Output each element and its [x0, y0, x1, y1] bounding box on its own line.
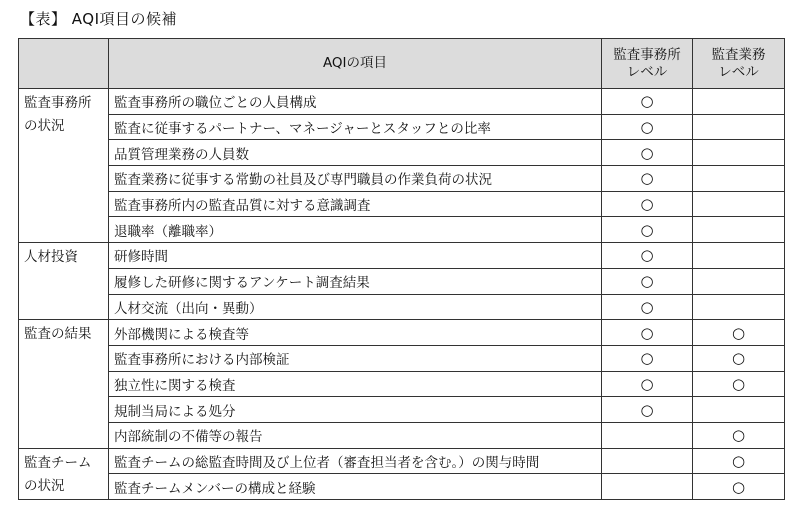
office-level-cell [602, 474, 693, 500]
header-office-level-line: レベル [626, 63, 668, 80]
header-item: AQIの項目 [109, 39, 602, 89]
circle-mark-icon: ○ [640, 220, 654, 239]
office-level-cell [602, 114, 693, 140]
circle-mark-icon: ○ [640, 297, 654, 316]
category-cell [19, 320, 109, 448]
item-cell: 外部機関による検査等 [109, 320, 602, 346]
engagement-level-cell [693, 345, 785, 371]
circle-mark-icon: ○ [640, 195, 654, 214]
circle-mark-icon: ○ [731, 477, 746, 496]
category-label: 監査の結果 [24, 326, 92, 343]
table-row [19, 243, 785, 269]
item-cell: 履修した研修に関するアンケート調査結果 [109, 268, 602, 294]
office-level-cell [602, 397, 693, 423]
item-cell: 監査業務に従事する常勤の社員及び専門職員の作業負荷の状況 [109, 166, 602, 192]
engagement-level-cell [693, 217, 785, 243]
item-cell: 独立性に関する検査 [109, 371, 602, 397]
circle-mark-icon: ○ [731, 451, 746, 470]
circle-mark-icon: ○ [640, 118, 654, 137]
item-cell: 監査事務所の職位ごとの人員構成 [109, 89, 602, 115]
item-cell: 監査チームメンバーの構成と経験 [109, 474, 602, 500]
circle-mark-icon: ○ [640, 143, 654, 162]
category-cell [19, 89, 109, 243]
office-level-cell [602, 191, 693, 217]
header-engagement-level-line: 監査業務 [711, 46, 766, 63]
table-row [19, 140, 785, 166]
table-body [19, 89, 785, 500]
engagement-level-cell [693, 268, 785, 294]
table-row [19, 217, 785, 243]
office-level-cell [602, 422, 693, 448]
item-cell: 研修時間 [109, 243, 602, 269]
category-label: 監査事務所の状況 [24, 95, 92, 134]
table-row [19, 114, 785, 140]
table-row [19, 422, 785, 448]
engagement-level-cell [693, 191, 785, 217]
table-caption: 【表】 AQI項目の候補 [20, 10, 177, 28]
office-level-cell [602, 140, 693, 166]
engagement-level-cell [693, 474, 785, 500]
engagement-level-cell [693, 114, 785, 140]
item-cell: 監査事務所内の監査品質に対する意識調査 [109, 191, 602, 217]
header-row [19, 39, 785, 89]
engagement-level-cell [693, 140, 785, 166]
header-office-level-line: 監査事務所 [613, 46, 681, 63]
circle-mark-icon: ○ [640, 169, 654, 188]
circle-mark-icon: ○ [640, 246, 654, 265]
category-label: 人材投資 [24, 249, 78, 266]
table-row [19, 294, 785, 320]
office-level-cell [602, 345, 693, 371]
table-row [19, 448, 785, 474]
item-cell: 退職率（離職率） [109, 217, 602, 243]
engagement-level-cell [693, 89, 785, 115]
office-level-cell [602, 294, 693, 320]
table-row [19, 371, 785, 397]
table-row [19, 268, 785, 294]
office-level-cell [602, 371, 693, 397]
header-office-level [602, 39, 693, 89]
circle-mark-icon: ○ [640, 374, 654, 393]
circle-mark-icon: ○ [731, 374, 746, 393]
item-cell: 規制当局による処分 [109, 397, 602, 423]
table-row [19, 397, 785, 423]
item-cell: 品質管理業務の人員数 [109, 140, 602, 166]
header-engagement-level-line: レベル [718, 63, 759, 80]
category-cell [19, 243, 109, 320]
category-cell [19, 448, 109, 499]
circle-mark-icon: ○ [640, 92, 654, 111]
table-row [19, 89, 785, 115]
engagement-level-cell [693, 294, 785, 320]
office-level-cell [602, 268, 693, 294]
office-level-cell [602, 448, 693, 474]
circle-mark-icon: ○ [731, 349, 746, 368]
item-cell: 人材交流（出向・異動） [109, 294, 602, 320]
header-engagement-level [693, 39, 785, 89]
aqi-table [18, 38, 785, 500]
engagement-level-cell [693, 397, 785, 423]
engagement-level-cell [693, 166, 785, 192]
circle-mark-icon: ○ [731, 426, 746, 445]
office-level-cell [602, 166, 693, 192]
table-row [19, 345, 785, 371]
circle-mark-icon: ○ [640, 349, 654, 368]
office-level-cell [602, 243, 693, 269]
engagement-level-cell [693, 422, 785, 448]
table-row [19, 191, 785, 217]
office-level-cell [602, 89, 693, 115]
circle-mark-icon: ○ [640, 400, 654, 419]
circle-mark-icon: ○ [640, 323, 654, 342]
table-row [19, 166, 785, 192]
table-row [19, 474, 785, 500]
engagement-level-cell [693, 448, 785, 474]
item-cell: 監査事務所における内部検証 [109, 345, 602, 371]
engagement-level-cell [693, 243, 785, 269]
header-category [19, 39, 109, 89]
circle-mark-icon: ○ [640, 272, 654, 291]
engagement-level-cell [693, 371, 785, 397]
table-row [19, 320, 785, 346]
item-cell: 監査チームの総監査時間及び上位者（審査担当者を含む。）の関与時間 [109, 448, 602, 474]
engagement-level-cell [693, 320, 785, 346]
category-label: 監査チームの状況 [24, 454, 92, 494]
item-cell: 監査に従事するパートナー、マネージャーとスタッフとの比率 [109, 114, 602, 140]
office-level-cell [602, 217, 693, 243]
item-cell: 内部統制の不備等の報告 [109, 422, 602, 448]
circle-mark-icon: ○ [731, 323, 746, 342]
office-level-cell [602, 320, 693, 346]
